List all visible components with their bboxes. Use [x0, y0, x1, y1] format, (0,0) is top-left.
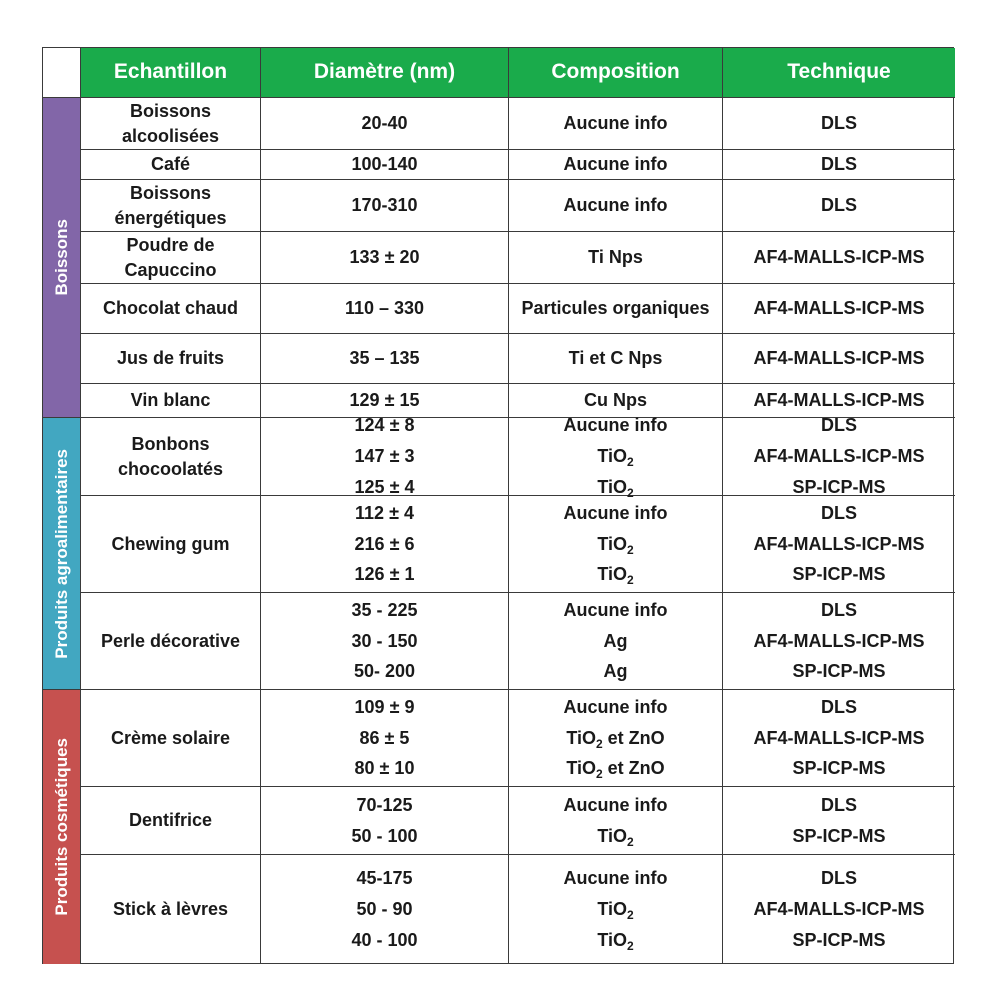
composition-line: Ti Nps [588, 247, 643, 268]
technique-cell [723, 284, 955, 334]
sample-line: Chocolat chaud [102, 298, 238, 319]
diameter-line: 35 – 135 [349, 348, 420, 369]
technique-line: AF4-MALLS-ICP-MS [753, 298, 925, 319]
sample-line: chocoolatés [117, 458, 224, 479]
sample-line: Stick à lèvres [112, 899, 229, 920]
group-cosmetiques-text: Produits cosmétiques [51, 738, 71, 916]
technique-line: DLS [821, 502, 857, 523]
technique-line: AF4-MALLS-ICP-MS [753, 446, 925, 467]
diameter-line: 45-175 [356, 868, 413, 889]
sample-line: énergétiques [114, 207, 227, 228]
diameter-line: 170-310 [351, 195, 418, 216]
technique-line: SP-ICP-MS [792, 758, 886, 779]
diameter-line: 100-140 [351, 154, 418, 175]
technique-line: SP-ICP-MS [792, 661, 886, 682]
diameter-line: 110 – 330 [344, 298, 425, 319]
technique-line: DLS [821, 195, 857, 216]
diameter-line: 50 - 100 [351, 825, 418, 846]
group-label-cosmetiques [43, 690, 81, 964]
diameter-line: 147 ± 3 [354, 446, 415, 467]
header-echantillon: Echantillon [81, 48, 261, 98]
sample-line: Crème solaire [110, 727, 231, 748]
diameter-cell [261, 284, 509, 334]
composition-line: Aucune info [563, 696, 668, 717]
diameter-line: 129 ± 15 [349, 390, 420, 411]
sample-cell [81, 284, 261, 334]
composition-cell [509, 180, 723, 232]
diameter-line: 133 ± 20 [349, 247, 420, 268]
composition-line: Aucune info [563, 113, 668, 134]
technique-cell [723, 415, 955, 497]
sample-cell [81, 496, 261, 593]
technique-line: DLS [821, 113, 857, 134]
sample-cell [81, 690, 261, 787]
technique-cell [723, 180, 955, 232]
technique-line: SP-ICP-MS [792, 476, 886, 497]
composition-cell [509, 150, 723, 180]
group-label-boissons [43, 98, 81, 418]
technique-line: AF4-MALLS-ICP-MS [753, 390, 925, 411]
composition-line: Aucune info [563, 195, 668, 216]
composition-line: Particules organiques [521, 298, 710, 319]
header-diametre: Diamètre (nm) [261, 48, 509, 98]
technique-line: AF4-MALLS-ICP-MS [753, 630, 925, 651]
composition-cell [509, 787, 723, 855]
composition-cell [509, 855, 723, 964]
composition-line: Aucune info [563, 868, 668, 889]
sample-cell [81, 232, 261, 284]
diameter-line: 35 - 225 [351, 599, 418, 620]
sample-line: Bonbons [131, 433, 210, 454]
composition-cell [509, 690, 723, 787]
diameter-cell [261, 690, 509, 787]
composition-cell [509, 496, 723, 593]
technique-cell [723, 690, 955, 787]
diameter-line: 112 ± 4 [355, 502, 414, 523]
sample-cell [81, 855, 261, 964]
composition-line: Ti et C Nps [568, 348, 663, 369]
technique-line: AF4-MALLS-ICP-MS [753, 533, 925, 554]
sample-line: Boissons [129, 100, 212, 121]
sample-cell [81, 418, 261, 496]
technique-cell [723, 334, 955, 384]
technique-cell [723, 496, 955, 593]
diameter-line: 50 - 90 [356, 899, 413, 920]
group-agro-text: Produits agroalimentaires [51, 448, 71, 659]
group-boissons-text: Boissons [51, 219, 71, 296]
diameter-line: 109 ± 9 [354, 696, 415, 717]
composition-cell [509, 232, 723, 284]
sample-cell [81, 150, 261, 180]
composition-line: TiO$_2$ [597, 929, 634, 953]
diameter-line: 20-40 [361, 113, 408, 134]
diameter-line: 40 - 100 [351, 929, 418, 950]
sample-line: Dentifrice [128, 810, 213, 831]
composition-line: TiO$_2$ et ZnO [566, 758, 665, 782]
diameter-line: 124 ± 8 [354, 415, 415, 436]
sample-line: Chewing gum [111, 533, 230, 554]
composition-line: Aucune info [563, 502, 668, 523]
sample-cell [81, 334, 261, 384]
nanoparticle-table [42, 47, 954, 964]
diameter-cell [261, 855, 509, 964]
technique-line: SP-ICP-MS [792, 825, 886, 846]
technique-cell [723, 855, 955, 964]
sample-line: Capuccino [124, 259, 217, 280]
composition-line: TiO$_2$ [597, 564, 634, 588]
composition-line: TiO$_2$ [597, 825, 634, 849]
group-label-agroalimentaires [43, 418, 81, 690]
diameter-line: 125 ± 4 [354, 476, 415, 497]
diameter-cell [261, 415, 509, 497]
composition-line: TiO$_2$ [597, 899, 634, 923]
technique-line: DLS [821, 154, 857, 175]
composition-cell [509, 415, 723, 500]
technique-cell [723, 232, 955, 284]
sample-cell [81, 787, 261, 855]
composition-line: Ag [603, 630, 628, 651]
technique-line: DLS [821, 696, 857, 717]
sample-cell [81, 593, 261, 690]
sample-cell [81, 384, 261, 418]
technique-line: SP-ICP-MS [792, 929, 886, 950]
diameter-line: 30 - 150 [351, 630, 418, 651]
sample-line: Jus de fruits [116, 348, 225, 369]
sample-line: Café [150, 154, 190, 175]
sample-line: Perle décorative [100, 630, 241, 651]
technique-line: DLS [821, 794, 857, 815]
header-blank-cell [43, 48, 81, 98]
technique-cell [723, 98, 955, 150]
diameter-line: 126 ± 1 [354, 564, 415, 585]
composition-cell [509, 593, 723, 690]
technique-line: DLS [821, 415, 857, 436]
composition-line: Aucune info [563, 794, 668, 815]
technique-line: AF4-MALLS-ICP-MS [753, 247, 925, 268]
technique-cell [723, 150, 955, 180]
sample-cell [81, 98, 261, 150]
header-technique: Technique [723, 48, 955, 98]
technique-cell [723, 787, 955, 855]
composition-line: Cu Nps [584, 390, 647, 411]
diameter-cell [261, 98, 509, 150]
composition-line: Aucune info [563, 415, 668, 436]
composition-line: TiO$_2$ et ZnO [566, 727, 665, 751]
diameter-line: 50- 200 [353, 661, 416, 682]
technique-line: DLS [821, 868, 857, 889]
composition-line: Aucune info [563, 599, 668, 620]
diameter-cell [261, 334, 509, 384]
sample-line: alcoolisées [121, 125, 220, 146]
technique-cell [723, 593, 955, 690]
sample-line: Boissons [129, 182, 212, 203]
diameter-line: 80 ± 10 [354, 758, 415, 779]
diameter-cell [261, 496, 509, 593]
composition-cell [509, 98, 723, 150]
diameter-cell [261, 787, 509, 855]
composition-line: TiO$_2$ [597, 446, 634, 470]
technique-line: DLS [821, 599, 857, 620]
composition-line: Aucune info [563, 154, 668, 175]
header-composition: Composition [509, 48, 723, 98]
diameter-cell [261, 180, 509, 232]
technique-line: AF4-MALLS-ICP-MS [753, 348, 925, 369]
sample-line: Vin blanc [130, 390, 211, 411]
composition-line: Ag [603, 661, 628, 682]
sample-cell [81, 180, 261, 232]
diameter-cell [261, 593, 509, 690]
diameter-cell [261, 150, 509, 180]
technique-line: AF4-MALLS-ICP-MS [753, 899, 925, 920]
diameter-line: 216 ± 6 [354, 533, 415, 554]
technique-line: AF4-MALLS-ICP-MS [753, 727, 925, 748]
diameter-cell [261, 232, 509, 284]
composition-line: TiO$_2$ [597, 476, 634, 500]
composition-line: TiO$_2$ [597, 533, 634, 557]
diameter-line: 70-125 [356, 794, 413, 815]
sample-line: Poudre de [126, 234, 215, 255]
composition-cell [509, 334, 723, 384]
diameter-line: 86 ± 5 [359, 727, 410, 748]
technique-line: SP-ICP-MS [792, 564, 886, 585]
composition-cell [509, 284, 723, 334]
